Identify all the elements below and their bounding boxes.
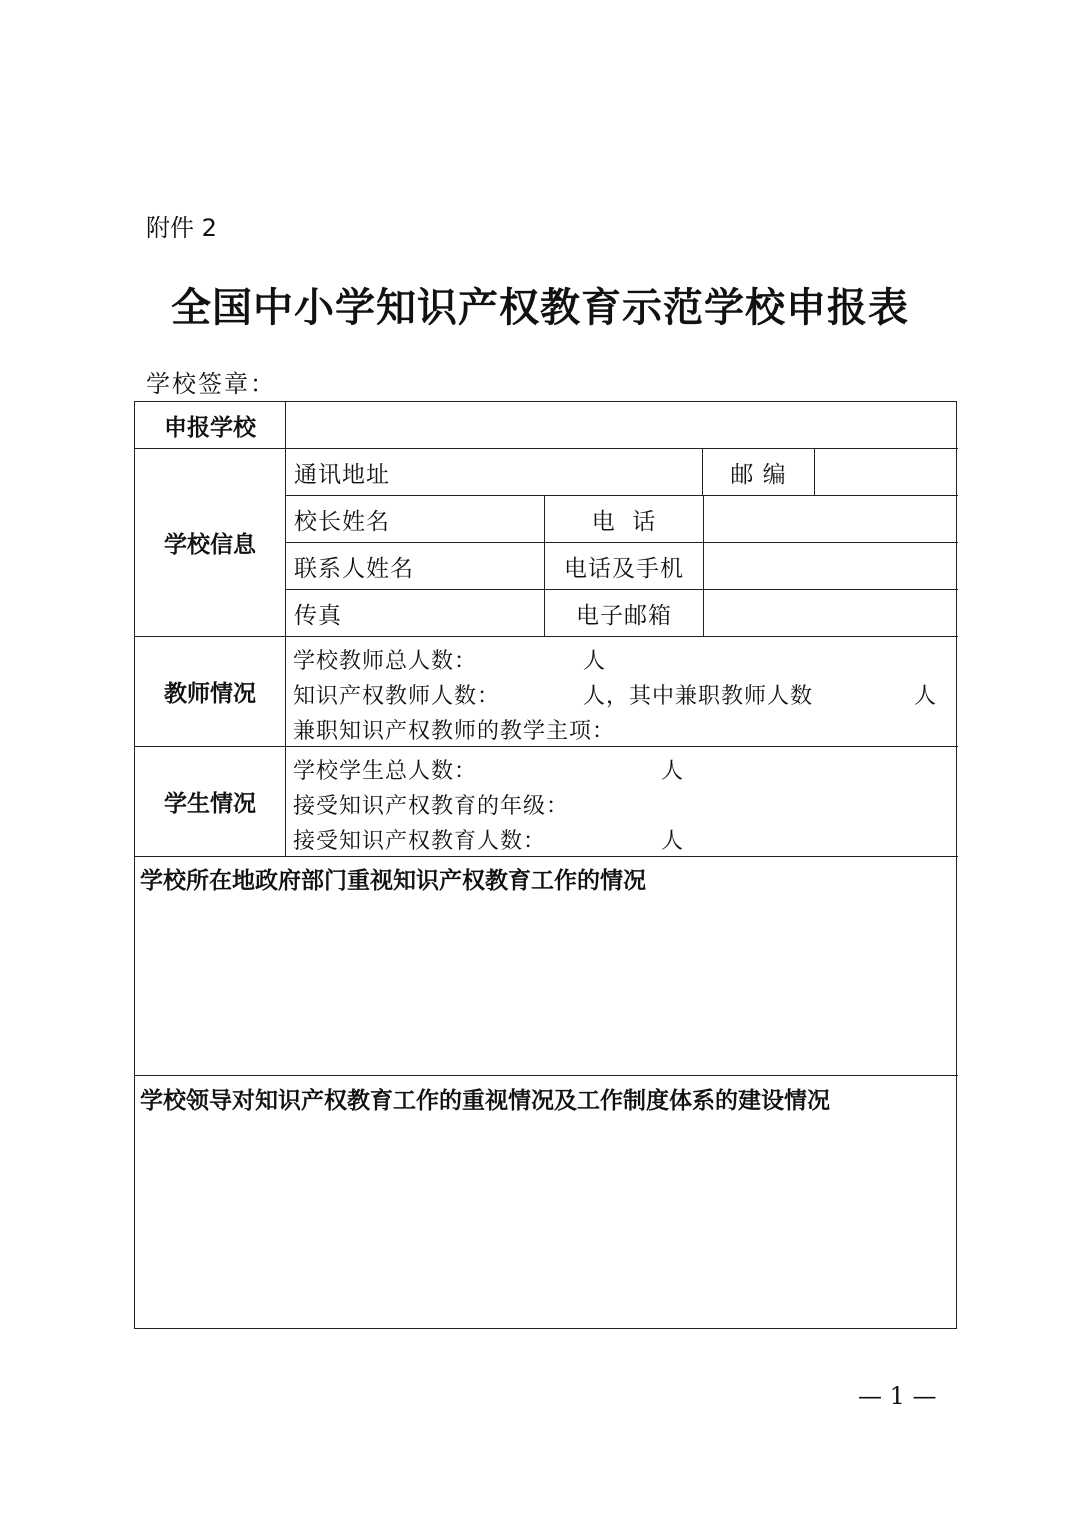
school-info-label: 学校信息 [164,532,256,558]
students-field[interactable] [286,747,958,856]
parttime-teachers-unit: 人 [914,684,938,709]
grades-text: 接受知识产权教育的年级： [293,794,570,819]
contact-label: 联系人姓名 [294,555,414,582]
page-number: — 1 — [858,1382,937,1410]
attachment-label: 附件 2 [146,214,217,242]
contact-phone-label: 电话及手机 [564,555,684,582]
school-seal-label: 学校签章： [146,370,276,398]
gov-section-field[interactable] [135,857,958,1075]
ip-students-text: 接受知识产权教育人数： [293,829,547,854]
address-label: 通讯地址 [294,461,390,488]
principal-label: 校长姓名 [294,508,390,535]
leader-section-title: 学校领导对知识产权教育工作的重视情况及工作制度体系的建设情况 [140,1088,830,1114]
email-field[interactable] [704,590,958,636]
fax-label: 传真 [294,602,342,629]
email-label: 电子邮箱 [576,602,672,629]
students-total-text: 学校学生总人数： [293,759,478,784]
ip-teachers-text: 知识产权教师人数： [293,684,501,709]
application-form [134,401,957,1329]
students-total-unit: 人 [661,759,685,784]
postcode-field[interactable] [815,449,958,495]
contact-phone-field[interactable] [704,543,958,589]
parttime-subject-text: 兼职知识产权教师的教学主项： [293,719,616,744]
school-name-field[interactable] [286,402,958,448]
fax-field[interactable] [286,590,544,636]
ip-students-unit: 人 [661,829,685,854]
address-field[interactable] [286,449,702,495]
phone-label: 电 话 [591,508,657,535]
phone-field[interactable] [704,496,958,542]
school-name-label: 申报学校 [164,414,256,441]
contact-field[interactable] [286,543,544,589]
teachers-field[interactable] [286,637,958,746]
teachers-total-unit: 人 [583,649,607,674]
teachers-label: 教师情况 [164,681,256,707]
form-title: 全国中小学知识产权教育示范学校申报表 [171,285,909,331]
principal-field[interactable] [286,496,544,542]
students-label: 学生情况 [164,791,256,817]
ip-teachers-mid-text: 人，其中兼职教师人数 [583,684,814,709]
leader-section-field[interactable] [135,1076,958,1328]
teachers-total-text: 学校教师总人数： [293,649,478,674]
postcode-label: 邮 编 [730,461,787,488]
gov-section-title: 学校所在地政府部门重视知识产权教育工作的情况 [140,868,646,894]
